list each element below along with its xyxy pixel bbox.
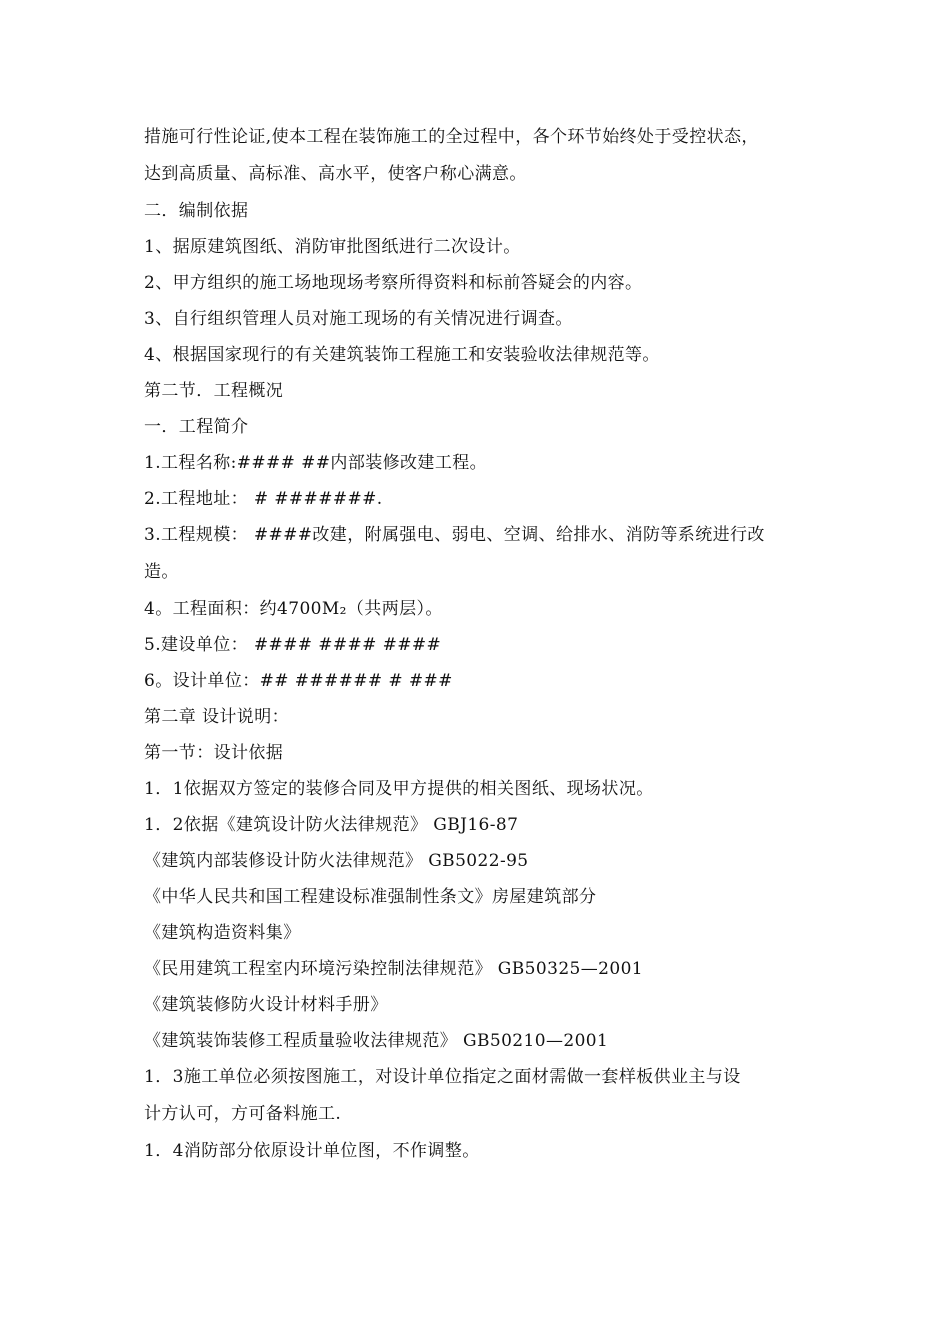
list-item: 1、据原建筑图纸、消防审批图纸进行二次设计。 [144, 237, 521, 257]
list-item: 1．3施工单位必须按图施工，对设计单位指定之面材需做一套样板供业主与设 [144, 1067, 741, 1087]
list-item: 3、自行组织管理人员对施工现场的有关情况进行调查。 [144, 309, 573, 329]
reference-item: 《建筑构造资料集》 [144, 923, 301, 943]
list-item: 2.工程地址： # #######. [144, 489, 383, 509]
list-item: 4。工程面积：约4700M₂（共两层）。 [144, 599, 443, 619]
list-item: 1．1依据双方签定的装修合同及甲方提供的相关图纸、现场状况。 [144, 779, 654, 799]
paragraph-line: 措施可行性论证,使本工程在装饰施工的全过程中，各个环节始终处于受控状态， [144, 127, 759, 147]
list-item: 2、甲方组织的施工场地现场考察所得资料和标前答疑会的内容。 [144, 273, 643, 293]
reference-item: 《建筑装饰装修工程质量验收法律规范》 GB50210—2001 [144, 1031, 609, 1051]
list-item: 1.工程名称:#### ##内部装修改建工程。 [144, 453, 488, 473]
list-item: 1．2依据《建筑设计防火法律规范》 GBJ16-87 [144, 815, 519, 835]
list-item-continuation: 造。 [144, 562, 179, 582]
document-body [144, 119, 824, 1170]
reference-item: 《建筑内部装修设计防火法律规范》 GB5022-95 [144, 851, 529, 871]
list-item: 3.工程规模： ####改建，附属强电、弱电、空调、给排水、消防等系统进行改 [144, 525, 765, 545]
section-heading: 二．编制依据 [144, 201, 249, 221]
section-heading: 第一节：设计依据 [144, 743, 284, 763]
list-item: 1．4消防部分依原设计单位图，不作调整。 [144, 1141, 480, 1161]
paragraph-line: 达到高质量、高标准、高水平，使客户称心满意。 [144, 164, 527, 184]
section-heading: 一．工程简介 [144, 417, 249, 437]
reference-item: 《建筑装修防火设计材料手册》 [144, 995, 388, 1015]
list-item: 4、根据国家现行的有关建筑装饰工程施工和安装验收法律规范等。 [144, 345, 660, 365]
chapter-heading: 第二章 设计说明： [144, 707, 290, 727]
reference-item: 《民用建筑工程室内环境污染控制法律规范》 GB50325—2001 [144, 959, 644, 979]
section-heading: 第二节．工程概况 [144, 381, 284, 401]
list-item-continuation: 计方认可，方可备料施工. [144, 1104, 342, 1124]
list-item: 6。设计单位：## ###### # ### [144, 671, 453, 691]
reference-item: 《中华人民共和国工程建设标准强制性条文》房屋建筑部分 [144, 887, 597, 907]
list-item: 5.建设单位： #### #### #### [144, 635, 442, 655]
